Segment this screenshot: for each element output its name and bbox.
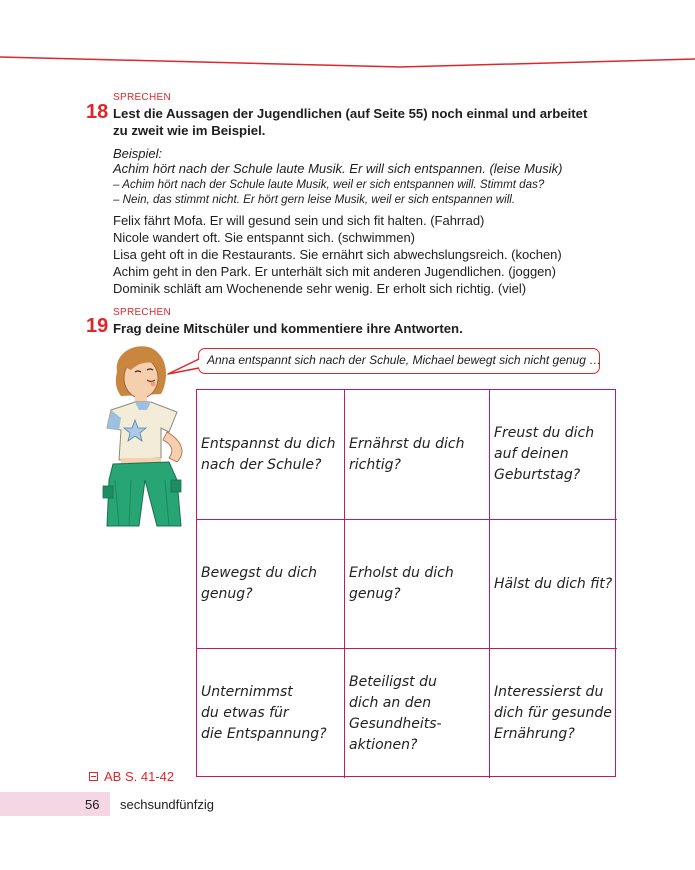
example-line: – Achim hört nach der Schule laute Musik, weil er sich entspannen will. Stimmt das?	[113, 178, 545, 191]
workbook-arrow-icon	[89, 772, 98, 781]
exercise-sentence: Felix fährt Mofa. Er will gesund sein und sich fit halten. (Fahrrad)	[113, 213, 485, 228]
exercise-18-number: 18	[86, 101, 109, 123]
grid-cell: Hälst du dich fit?	[490, 520, 617, 649]
exercise-18-title-line1: Lest die Aussagen der Jugendlichen (auf Seite 55) noch einmal und arbeitet	[113, 106, 588, 121]
exercise-sentence: Lisa geht oft in die Restaurants. Sie ernährt sich abwechslungsreich. (kochen)	[113, 247, 562, 262]
workbook-reference-text: AB S. 41-42	[104, 769, 175, 784]
exercise-19-label: SPRECHEN	[113, 307, 171, 318]
page-number-word: sechsundfünfzig	[120, 797, 214, 812]
workbook-reference	[89, 769, 174, 784]
grid-cell: Unternimmst du etwas für die Entspannung?	[197, 649, 345, 778]
exercise-18-title-line2: zu zweit wie im Beispiel.	[113, 123, 266, 138]
top-rule	[0, 0, 695, 80]
grid-cell: Freust du dich auf deinen Geburtstag?	[490, 390, 617, 520]
exercise-sentence: Nicole wandert oft. Sie entspannt sich. (schwimmen)	[113, 230, 416, 245]
grid-cell: Interessierst du dich für gesunde Ernährung?	[494, 684, 612, 742]
example-line: – Nein, das stimmt nicht. Er hört gern leise Musik, weil er sich entspannen will.	[113, 193, 516, 206]
exercise-sentence: Dominik schläft am Wochenende sehr wenig. Er erholt sich richtig. (viel)	[113, 281, 527, 296]
exercise-18-label: SPRECHEN	[113, 92, 171, 103]
grid-cell: Beteiligst du dich an den Gesundheits- aktionen?	[345, 649, 490, 778]
example-line: Achim hört nach der Schule laute Musik. Er will sich entspannen. (leise Musik)	[113, 161, 563, 176]
exercise-19-number: 19	[86, 315, 109, 337]
exercise-sentence: Achim geht in den Park. Er unterhält sich mit anderen Jugendlichen. (joggen)	[113, 264, 556, 279]
exercise-19-title: Frag deine Mitschüler und kommentiere ihre Antworten.	[113, 321, 463, 336]
grid-cell: Ernährst du dich richtig?	[345, 390, 490, 520]
speech-bubble-tail	[166, 356, 202, 376]
page-number: 56	[85, 797, 100, 812]
grid-cell: Erholst du dich genug?	[345, 520, 490, 649]
example-heading: Beispiel:	[113, 146, 163, 161]
speech-bubble: Anna entspannt sich nach der Schule, Michael bewegt sich nicht genug …	[198, 348, 600, 374]
grid-cell: Entspannst du dich nach der Schule?	[197, 390, 345, 520]
question-grid	[196, 389, 616, 777]
grid-cell: Bewegst du dich genug?	[197, 520, 345, 649]
